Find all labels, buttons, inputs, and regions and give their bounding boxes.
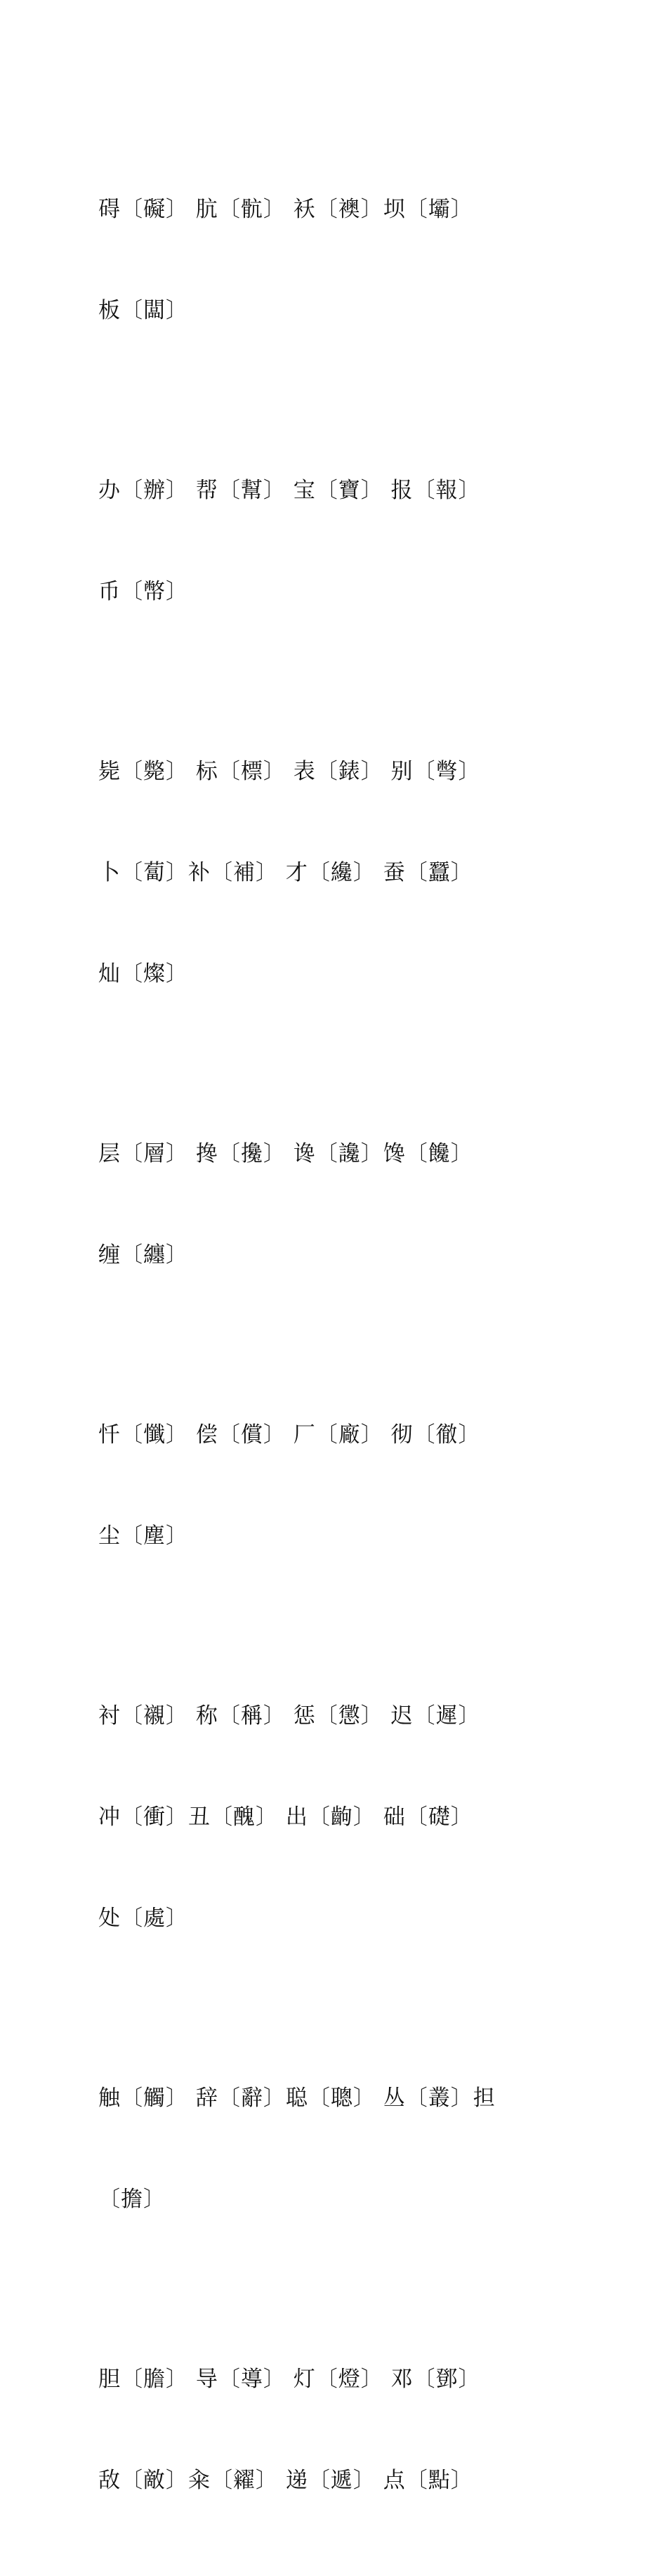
- text-line: 忏〔懺〕 偿〔償〕 厂〔廠〕 彻〔徹〕: [98, 1422, 481, 1448]
- paragraph-3: [98, 687, 562, 1058]
- text-line: 冲〔衝〕丑〔醜〕 出〔齣〕 础〔礎〕: [98, 1804, 473, 1830]
- paragraph-1: [98, 125, 562, 395]
- text-line: 胆〔膽〕 导〔導〕 灯〔燈〕 邓〔鄧〕: [98, 2367, 481, 2392]
- text-line: 毙〔斃〕 标〔標〕 表〔錶〕 别〔彆〕: [98, 759, 481, 784]
- text-line: 板〔闆〕: [98, 298, 188, 323]
- text-line: 敌〔敵〕籴〔糴〕 递〔遞〕 点〔點〕: [98, 2468, 473, 2493]
- text-line: 办〔辦〕 帮〔幫〕 宝〔寶〕 报〔報〕: [98, 478, 481, 503]
- paragraph-7: [98, 2014, 562, 2284]
- text-body: [98, 125, 562, 2576]
- text-line: 缠〔纏〕: [98, 1242, 188, 1268]
- text-line: 层〔層〕 搀〔攙〕 谗〔讒〕馋〔饞〕: [98, 1141, 473, 1166]
- paragraph-6: [98, 1632, 562, 2003]
- paragraph-8: [98, 2295, 562, 2565]
- text-line: 卜〔蔔〕补〔補〕 才〔纔〕 蚕〔蠶〕: [98, 860, 473, 885]
- text-line: 衬〔襯〕 称〔稱〕 惩〔懲〕 迟〔遲〕: [98, 1703, 481, 1729]
- text-line: 灿〔燦〕: [98, 961, 188, 987]
- paragraph-2: [98, 406, 562, 676]
- text-line: 碍〔礙〕 肮〔骯〕 袄〔襖〕坝〔壩〕: [98, 197, 473, 222]
- paragraph-4: [98, 1069, 562, 1339]
- text-line: 〔擔〕: [98, 2187, 166, 2212]
- text-line: 处〔處〕: [98, 1906, 188, 1931]
- text-line: 币〔幣〕: [98, 579, 188, 604]
- paragraph-5: [98, 1351, 562, 1620]
- text-line: 触〔觸〕 辞〔辭〕聪〔聰〕 丛〔叢〕担: [98, 2086, 496, 2111]
- text-line: 尘〔塵〕: [98, 1523, 188, 1549]
